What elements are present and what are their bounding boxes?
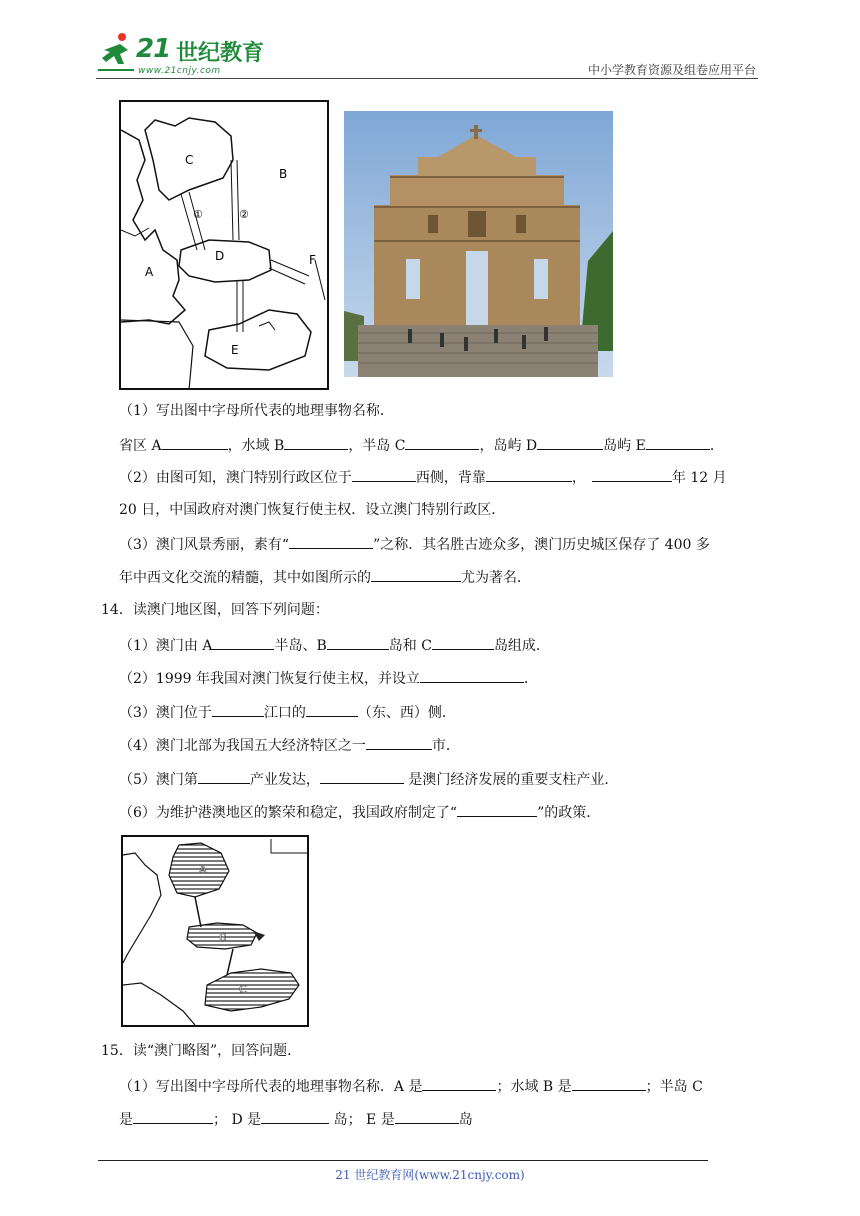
q14-p4-text2: 市．	[431, 738, 460, 754]
q13-part1: （1）写出图中字母所代表的地理事物名称．	[119, 403, 394, 419]
q14-p5-text1: （5）澳门第	[119, 772, 198, 788]
q13-p2-text3: ，	[571, 470, 586, 486]
q13-part2-line1	[119, 466, 727, 488]
q14-p5-text3: 是澳门经济发展的重要支柱产业．	[403, 772, 619, 788]
q13-end: ．	[709, 438, 724, 454]
blank-q15-e[interactable]	[395, 1108, 459, 1124]
q14-title: 14．读澳门地区图，回答下列问题：	[101, 602, 329, 618]
map1-label-a: A	[145, 265, 154, 279]
q15-title: 15．读“澳门略图”，回答问题．	[101, 1043, 302, 1059]
q14-p2-text1: （2）1999 年我国对澳门恢复行使主权，并设立	[119, 671, 420, 687]
q13-a-label: 省区 A	[119, 438, 162, 454]
q13-p2-text4: 年 12 月	[671, 470, 727, 486]
q14-p5-text2: 产业发达，	[249, 772, 320, 788]
q14-p6-text1: （6）为维护港澳地区的繁荣和稳定，我国政府制定了“	[119, 805, 458, 821]
q14-part1	[119, 634, 550, 656]
q13-p3-text3: 年中西文化交流的精髓，其中如图所示的	[119, 570, 371, 586]
blank-landmark[interactable]	[371, 566, 461, 582]
blank-q14-industry[interactable]	[198, 768, 250, 784]
blank-q14-city[interactable]	[366, 734, 432, 750]
footer-divider	[98, 1160, 708, 1161]
q14-part3	[119, 701, 456, 723]
q14-part6	[119, 801, 600, 823]
q13-p2-text1: （2）由图可知，澳门特别行政区位于	[119, 470, 352, 486]
map1-label-b: B	[279, 167, 288, 181]
q14-p3-text3: （东、西）侧．	[357, 705, 456, 721]
logo-url: www.21cnjy.com	[138, 66, 221, 76]
blank-c[interactable]	[405, 434, 479, 450]
q15-text5: ； D 是	[213, 1112, 262, 1128]
blank-q14-pillar[interactable]	[320, 768, 404, 784]
blank-q15-d[interactable]	[261, 1108, 329, 1124]
blank-q15-b[interactable]	[572, 1075, 646, 1091]
q14-part5	[119, 768, 618, 790]
q15-part1-line1	[119, 1075, 703, 1097]
blank-q14-side[interactable]	[306, 701, 358, 717]
platform-name: 中小学教育资源及组卷应用平台	[587, 63, 756, 77]
blank-d[interactable]	[537, 434, 603, 450]
q15-text7: 岛	[458, 1112, 473, 1128]
q13-e-label: 岛屿 E	[603, 438, 646, 454]
blank-q14-b[interactable]	[327, 634, 389, 650]
blank-location[interactable]	[352, 466, 416, 482]
blank-e[interactable]	[646, 434, 710, 450]
q14-p4-text1: （4）澳门北部为我国五大经济特区之一	[119, 738, 366, 754]
site-logo	[92, 28, 272, 78]
ruins-photo	[344, 111, 613, 377]
q15-text4: 是	[119, 1112, 133, 1128]
map2-label-c: C	[239, 983, 247, 996]
map1-label-d: D	[215, 249, 225, 263]
map1-label-circle-1: ①	[193, 208, 203, 221]
q13-b-label: ，水域 B	[227, 438, 285, 454]
q14-part4	[119, 734, 460, 756]
blank-year[interactable]	[592, 466, 672, 482]
q13-p3-text2: ”之称．其名胜古迹众多，澳门历史城区保存了 400 多	[373, 537, 710, 553]
q13-c-label: ，半岛 C	[348, 438, 406, 454]
q15-text2: ；水域 B 是	[496, 1079, 572, 1095]
q13-part3-line1	[119, 533, 710, 555]
map2-label-b: B	[219, 931, 227, 944]
blank-q14-region[interactable]	[420, 667, 524, 683]
q13-part1-line	[119, 434, 724, 456]
q14-part2	[119, 667, 538, 689]
map1-label-c: C	[185, 153, 194, 167]
q14-p6-text2: ”的政策．	[537, 805, 601, 821]
q14-p3-text1: （3）澳门位于	[119, 705, 212, 721]
blank-a[interactable]	[162, 434, 228, 450]
q15-text6: 岛； E 是	[329, 1112, 395, 1128]
q13-d-label: ，岛屿 D	[479, 438, 538, 454]
macau-map-1	[119, 100, 329, 390]
q14-p1-text2: 半岛、B	[274, 638, 327, 654]
blank-q15-a[interactable]	[422, 1075, 496, 1091]
q15-text3: ；半岛 C	[645, 1079, 703, 1095]
runner-logo-icon	[94, 30, 138, 74]
q13-p2-text2: 西侧，背靠	[415, 470, 486, 486]
q14-p3-text2: 江口的	[263, 705, 306, 721]
macau-map-2	[121, 835, 309, 1027]
q13-p3-text4: 尤为著名．	[461, 570, 531, 586]
map2-label-a: A	[199, 863, 207, 876]
header-divider	[96, 78, 758, 79]
map1-label-e: E	[231, 343, 239, 357]
q13-p3-text1: （3）澳门风景秀丽，素有“	[119, 537, 290, 553]
blank-q14-policy[interactable]	[457, 801, 537, 817]
blank-q15-c[interactable]	[133, 1108, 213, 1124]
q14-p1-text3: 岛和 C	[388, 638, 432, 654]
q13-part3-line2	[119, 566, 531, 588]
blank-backing[interactable]	[486, 466, 572, 482]
q13-part2-line2: 20 日，中国政府对澳门恢复行使主权．设立澳门特别行政区．	[119, 502, 506, 518]
map1-label-f: F	[309, 253, 316, 267]
q14-p1-text1: （1）澳门由 A	[119, 638, 213, 654]
q15-text1: （1）写出图中字母所代表的地理事物名称．A 是	[119, 1079, 423, 1095]
footer-text: 21 世纪教育网(www.21cnjy.com)	[335, 1168, 525, 1182]
map1-label-circle-2: ②	[239, 208, 249, 221]
blank-nickname[interactable]	[289, 533, 373, 549]
logo-number: 21	[136, 34, 171, 64]
blank-b[interactable]	[284, 434, 348, 450]
q15-part1-line2	[119, 1108, 473, 1130]
blank-q14-river[interactable]	[212, 701, 264, 717]
blank-q14-c[interactable]	[432, 634, 494, 650]
logo-text: 世纪教育	[176, 41, 265, 66]
q14-p1-text4: 岛组成．	[493, 638, 550, 654]
blank-q14-a[interactable]	[212, 634, 274, 650]
q14-p2-text2: ．	[524, 671, 538, 687]
